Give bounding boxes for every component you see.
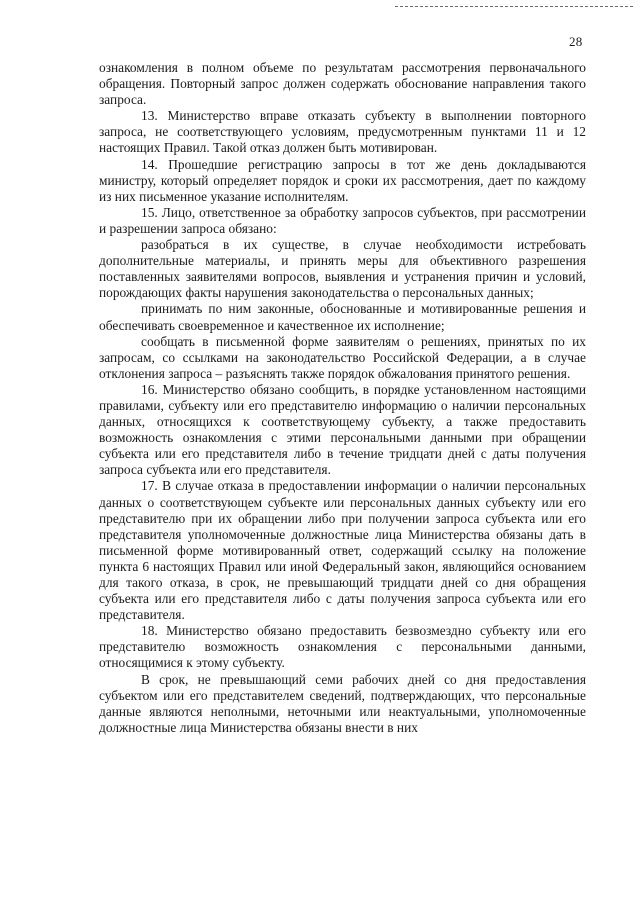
paragraph-clause-18-deadline: В срок, не превышающий семи рабочих дней со дня предоставления субъектом или его представителем сведений, подтверждающих, что персональные данные являются неполными, неточными или неактуальными, уполномоченные должностные лица Министерства обязаны внести в них [99, 671, 586, 735]
paragraph-clause-17: 17. В случае отказа в предоставлении информации о наличии персональных данных о соответствующем субъекте или персональных данных субъекту или его представителю при их обращении либо при получении запроса субъекта или его представителя уполномоченные должностные лица Министерства обязаны дать в письменной форме мотивированный ответ, содержащий ссылку на положение пункта 6 настоящих Правил или иной Федеральный закон, являющийся основанием для такого отказа, в срок, не превышающий тридцати дней со дня обращения субъекта или его представителя либо с даты получения запроса субъекта или его представителя. [99, 478, 586, 623]
paragraph-clause-15-item-3: сообщать в письменной форме заявителям о решениях, принятых по их запросам, со ссылками на законодательство Российской Федерации, а в случае отклонения запроса – разъяснять также порядок обжалования принятого решения. [99, 333, 586, 381]
paragraph-clause-18: 18. Министерство обязано предоставить безвозмездно субъекту или его представителю возможность ознакомления с персональными данными, относящимися к этому субъекту. [99, 623, 586, 671]
body-text [99, 60, 586, 736]
paragraph-continuation: ознакомления в полном объеме по результатам рассмотрения первоначального обращения. Повторный запрос должен содержать обоснование направления такого запроса. [99, 60, 586, 108]
paragraph-clause-16: 16. Министерство обязано сообщить, в порядке установленном настоящими правилами, субъекту или его представителю информацию о наличии персональных данных, относящихся к соответствующему субъекту, а также предоставить возможность ознакомления с этими персональными данными при обращении субъекта или его представителя либо в течение тридцати дней с даты получения запроса субъекта или его представителя. [99, 381, 586, 478]
paragraph-clause-13: 13. Министерство вправе отказать субъекту в выполнении повторного запроса, не соответствующего условиям, предусмотренным пунктами 11 и 12 настоящих Правил. Такой отказ должен быть мотивирован. [99, 108, 586, 156]
paragraph-clause-15-item-2: принимать по ним законные, обоснованные и мотивированные решения и обеспечивать своевременное и качественное их исполнение; [99, 301, 586, 333]
header-rule [395, 6, 633, 7]
paragraph-clause-15-item-1: разобраться в их существе, в случае необходимости истребовать дополнительные материалы, и принять меры для объективного разрешения поставленных заявителями вопросов, выявления и устранения причин и условий, порождающих факты нарушения законодательства о персональных данных; [99, 237, 586, 301]
paragraph-clause-15: 15. Лицо, ответственное за обработку запросов субъектов, при рассмотрении и разрешении запроса обязано: [99, 204, 586, 236]
paragraph-clause-14: 14. Прошедшие регистрацию запросы в тот же день докладываются министру, который определяет порядок и сроки их рассмотрения, дает по каждому из них письменное указание исполнителям. [99, 156, 586, 204]
page-number: 28 [569, 34, 583, 49]
